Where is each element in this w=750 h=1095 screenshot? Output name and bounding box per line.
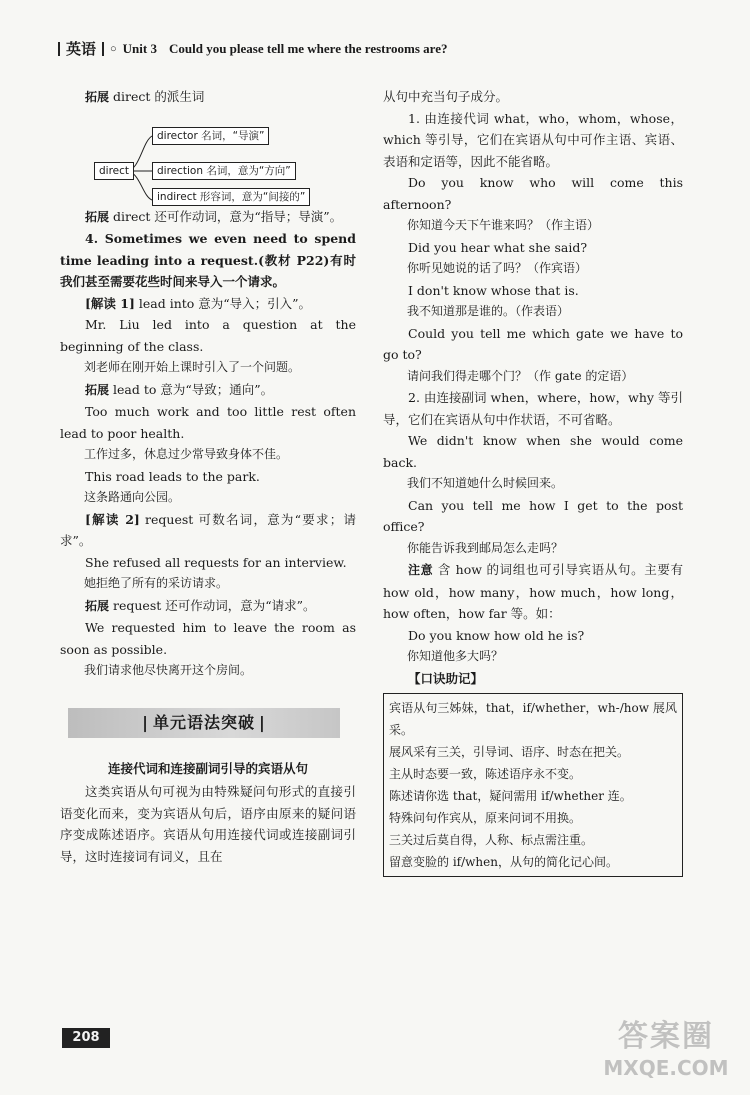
diagram-branch: indirect 形容词，意为“间接的” (152, 188, 310, 206)
grammar-intro: 这类宾语从句可视为由特殊疑问句形式的直接引语变化而来，变为宾语从句后，语序由原来的疑问语序变成陈述语序。宾语从句用连接代词或连接副词引导，这时连接词有词义，且在 (60, 784, 356, 864)
tuozhan-text: lead to 意为“导致；通向”。 (113, 381, 274, 397)
example-en: Did you hear what she said? (408, 239, 588, 255)
jiedu-text: request 可数名词，意为“要求；请求”。 (60, 511, 356, 548)
tuozhan-tag: 拓展 (85, 382, 110, 397)
example-en: We didn't know when she would come back. (383, 433, 683, 470)
example-en: Mr. Liu led into a question at the beginning of the class. (60, 317, 356, 354)
grammar-intro-cont: 从句中充当句子成分。 (383, 89, 509, 104)
jiedu-text: lead into 意为“导入；引入”。 (138, 295, 312, 311)
tuozhan-text: request 还可作动词，意为“请求”。 (113, 597, 316, 613)
mnemonic-line: 特殊问句作宾从，原来问词不用换。 (389, 811, 582, 825)
example-en: Do you know how old he is? (408, 627, 585, 643)
mnemonic-box (383, 693, 683, 877)
diagram-root: direct (94, 162, 134, 180)
grammar-title: 连接代词和连接副词引导的宾语从句 (107, 760, 308, 776)
section-banner: | 单元语法突破 | (68, 708, 340, 738)
derivation-diagram (60, 112, 356, 204)
mnemonic-line: 陈述请你选 that，疑问需用 if/whether 连。 (389, 789, 632, 803)
jiedu-note (60, 509, 356, 552)
diagram-branch: director 名词，“导演” (152, 127, 269, 145)
section-banner-title: 单元语法突破 (152, 712, 255, 732)
mnemonic-line: 三关过后莫自得，人称、标点需注重。 (389, 833, 594, 847)
example-en: She refused all requests for an interview. (85, 554, 347, 570)
rule-1: 1. 由连接代词 what，who，whom，whose，which 等引导，它们在宾语从句中可作主语、宾语、表语和定语等，因此不能省略。 (383, 110, 683, 169)
tuozhan-text: direct 的派生词 (113, 89, 205, 104)
example-en: Too much work and too little rest often lead to poor health. (60, 404, 356, 441)
watermark (596, 1019, 736, 1089)
circle-icon: ○ (110, 42, 117, 55)
watermark-url: MXQE.COM (603, 1056, 729, 1080)
example-cn: 你知道他多大吗？ (407, 649, 504, 663)
note (383, 559, 683, 625)
rule-2: 2. 由连接副词 when，where，how，why 等引导，它们在宾语从句中作状语，不可省略。 (383, 390, 683, 427)
example-cn: 你知道今天下午谁来吗？（作主语） (407, 218, 600, 232)
unit-title: Could you please tell me where the restrooms are? (168, 40, 448, 56)
page-number: 208 (62, 1028, 110, 1048)
jiedu-note (60, 293, 356, 315)
jiedu-tag: [解读 2] (85, 511, 140, 527)
example-cn: 她拒绝了所有的采访请求。 (84, 576, 229, 590)
mnemonic-line: 展风采有三关，引导词、语序、时态在把关。 (389, 745, 630, 759)
example-cn: 我不知道那是谁的。（作表语） (407, 304, 570, 318)
item-4-en: 4. Sometimes we even need to spend time leading into a request. (60, 231, 356, 268)
diagram-branch: direction 名词，意为“方向” (152, 162, 296, 180)
example-en: I don't know whose that is. (408, 282, 579, 298)
example-cn: 我们不知道她什么时候回来。 (407, 476, 564, 490)
mnemonic-title: 【口诀助记】 (408, 670, 484, 686)
example-en: Do you know who will come this afternoon? (383, 175, 683, 212)
tuozhan-note (60, 595, 356, 618)
example-en: This road leads to the park. (85, 468, 260, 484)
example-cn: 这条路通向公园。 (84, 490, 181, 504)
header-bar (58, 42, 60, 56)
tuozhan-tag: 拓展 (85, 209, 110, 224)
left-column (60, 86, 356, 867)
tuozhan-note (60, 86, 356, 109)
note-text: 含 how 的词组也可引导宾语从句。主要有 how old，how many，how much，how long，how often，how far 等。如： (383, 562, 683, 621)
example-cn: 你听见她说的话了吗？（作宾语） (407, 261, 588, 275)
tuozhan-tag: 拓展 (85, 598, 110, 613)
tuozhan-note (60, 379, 356, 402)
watermark-logo: 答案圈 (618, 1019, 714, 1054)
example-cn: 我们请求他尽快离开这个房间。 (84, 663, 253, 677)
mnemonic-line: 主从时态要一致，陈述语序永不变。 (389, 767, 582, 781)
example-en: Can you tell me how I get to the post office? (383, 497, 683, 534)
example-cn: 工作过多，休息过少常导致身体不佳。 (84, 447, 289, 461)
tuozhan-note (60, 206, 356, 229)
item-4 (60, 228, 356, 293)
example-en: Could you tell me which gate we have to go to? (383, 325, 683, 362)
note-tag: 注意 (408, 563, 434, 577)
right-column (383, 86, 683, 877)
item-4-source: (教材 P22) (258, 252, 330, 268)
example-cn: 刘老师在刚开始上课时引入了一个问题。 (84, 360, 301, 374)
mnemonic-line: 留意变脸的 if/when，从句的简化记心间。 (389, 855, 618, 869)
mnemonic-line: 宾语从句三姊妹，that，if/whether，wh-/how 展风采。 (389, 701, 677, 737)
example-cn: 请问我们得走哪个门？（作 gate 的定语） (407, 368, 634, 383)
unit-label: Unit 3 (122, 40, 157, 56)
tuozhan-text: direct 还可作动词，意为“指导；导演”。 (113, 208, 343, 224)
page-header (58, 38, 710, 59)
example-cn: 你能告诉我到邮局怎么走吗？ (407, 540, 564, 555)
jiedu-tag: [解读 1] (85, 295, 135, 311)
item-4-cn: 有时我们甚至需要花些时间来导入一个请求。 (60, 252, 356, 289)
tuozhan-tag: 拓展 (85, 90, 110, 104)
header-bar (102, 42, 104, 56)
subject-label: 英语 (66, 40, 97, 58)
example-en: We requested him to leave the room as soon as possible. (60, 620, 356, 657)
